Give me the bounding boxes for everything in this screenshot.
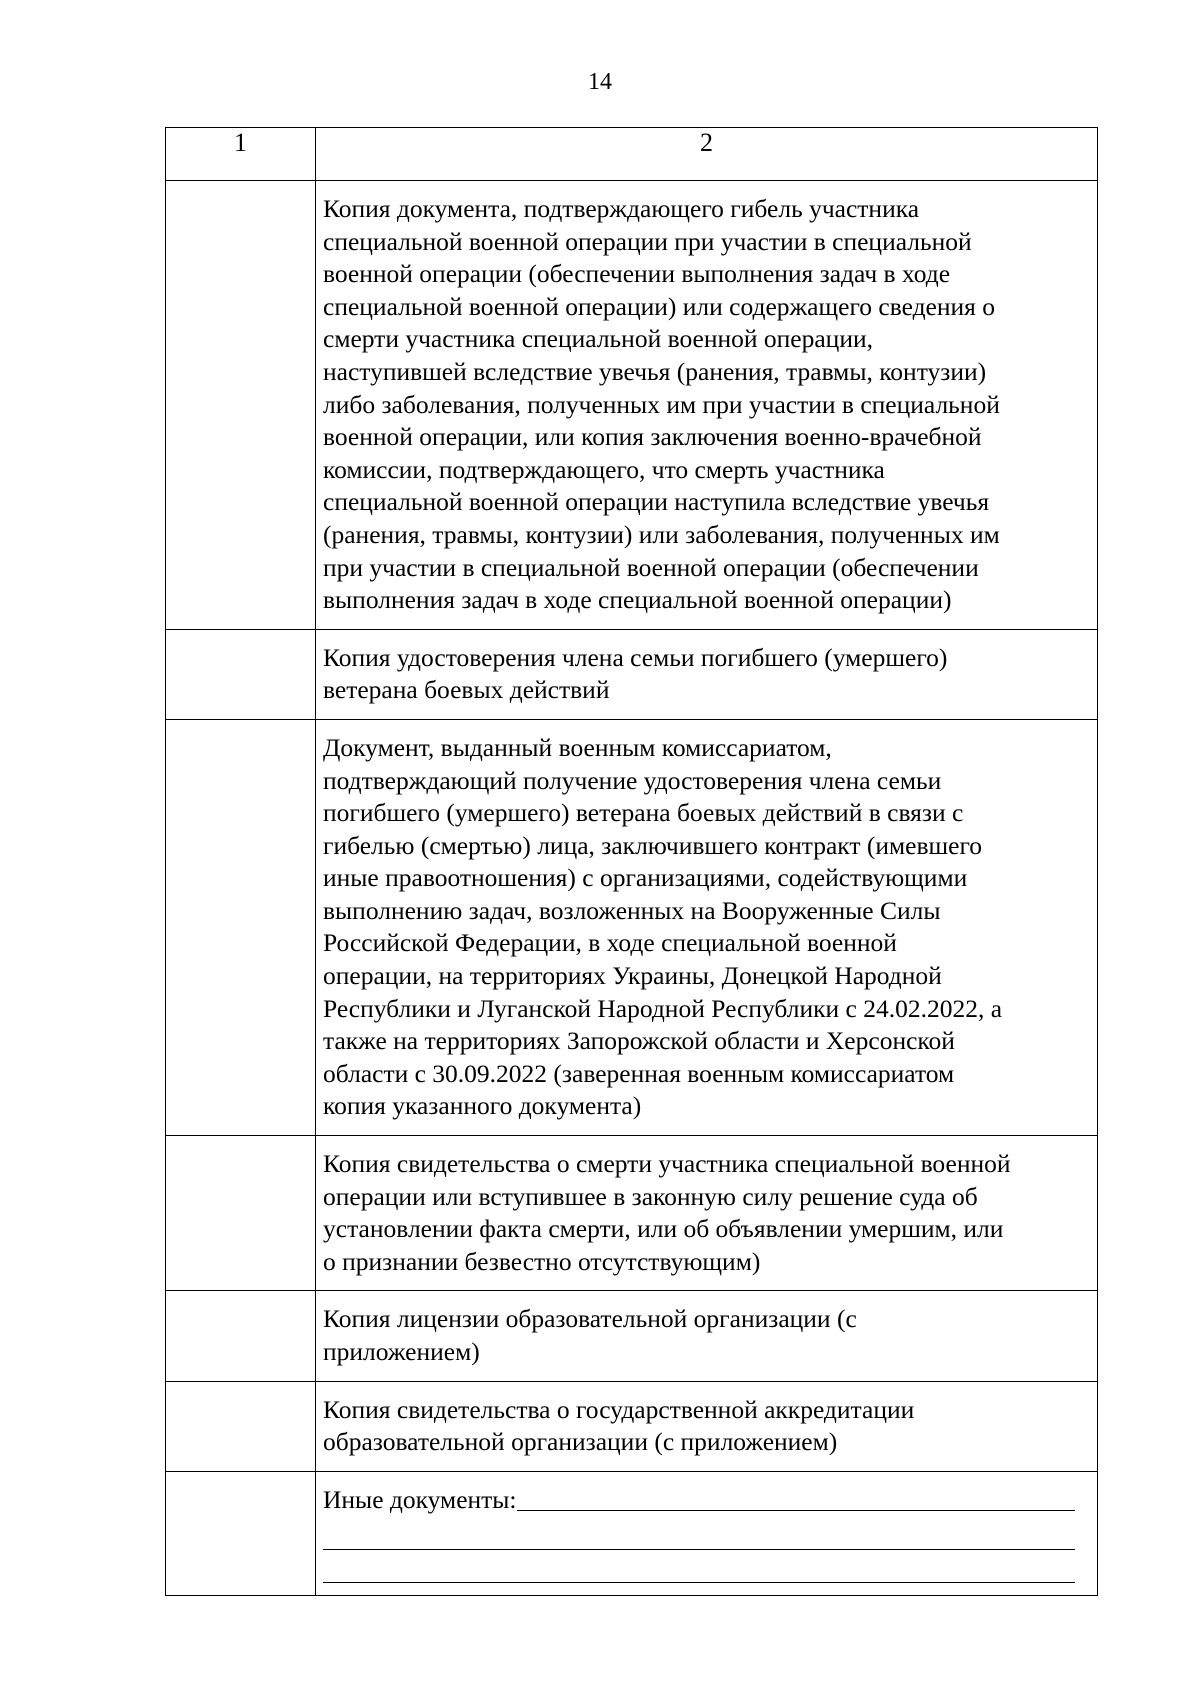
other-documents-cell — [316, 1471, 1098, 1595]
documents-table — [165, 127, 1098, 1596]
header-cell-1: 1 — [166, 128, 316, 181]
other-documents-label: Иные документы: — [323, 1485, 517, 1515]
row-number-cell — [166, 1136, 316, 1291]
row-text-cell — [316, 629, 1098, 719]
other-documents-blank-line[interactable] — [323, 1517, 1075, 1550]
row-number-cell — [166, 181, 316, 630]
row-text: Копия лицензии образовательной организации (с приложением) — [323, 1304, 857, 1366]
table-row — [166, 1136, 1098, 1291]
row-text: Копия свидетельства о смерти участника специальной военной операции или вступившее в законную силу решение суда об установлении факта смерти, или об объявлении умершим, или о признании безвестно отсутствующим) — [323, 1149, 1011, 1276]
other-documents-first-line — [323, 1484, 1091, 1517]
row-number-cell — [166, 1381, 316, 1471]
row-number-cell — [166, 1471, 316, 1595]
table-header-row — [166, 128, 1098, 181]
table-row — [166, 181, 1098, 630]
row-text-cell — [316, 181, 1098, 630]
table-row — [166, 629, 1098, 719]
other-documents-fill-line[interactable] — [517, 1510, 1075, 1511]
row-text-cell — [316, 1381, 1098, 1471]
table-row — [166, 1381, 1098, 1471]
row-text-cell — [316, 1136, 1098, 1291]
row-text-cell — [316, 719, 1098, 1135]
row-text: Копия удостоверения члена семьи погибшего (умершего) ветерана боевых действий — [323, 642, 948, 705]
row-number-cell — [166, 1291, 316, 1381]
other-documents-blank-line[interactable] — [323, 1550, 1075, 1583]
table-row — [166, 719, 1098, 1135]
page-number: 14 — [588, 69, 612, 95]
other-documents-row — [166, 1471, 1098, 1595]
row-text-cell — [316, 1291, 1098, 1381]
row-text: Копия документа, подтверждающего гибель участника специальной военной операции при участии в специальной военной операции (обеспечении выполнения задач в ходе специальной военной операции) или содержащего сведения о смерти участника специальной военной операции, наступившей вследствие увечья (ранения, травмы, контузии) либо заболевания, полученных им при участии в специальной военной операции, или копия заключения военно-врачебной комиссии, подтверждающего, что смерть участника специальной военной операции наступила вследствие увечья (ранения, травмы, контузии) или заболевания, полученных им при участии в специальной военной операции (обеспечении выполнения задач в ходе специальной военной операции) — [323, 194, 1000, 615]
row-number-cell — [166, 629, 316, 719]
row-text: Документ, выданный военным комиссариатом, подтверждающий получение удостоверения члена семьи погибшего (умершего) ветерана боевых действий в связи с гибелью (смертью) лица, заключившего контракт (имевшего иные правоотношения) с организациями, содействующими выполнению задач, возложенных на Вооруженные Силы Российской Федерации, в ходе специальной военной операции, на территориях Украины, Донецкой Народной Республики и Луганской Народной Республики с 24.02.2022, а также на территориях Запорожской области и Херсонской области с 30.09.2022 (заверенная военным комиссариатом копия указанного документа) — [323, 732, 1003, 1121]
row-text: Копия свидетельства о государственной аккредитации образовательной организации (с приложением) — [323, 1394, 915, 1457]
header-cell-2: 2 — [316, 128, 1098, 181]
table-row — [166, 1291, 1098, 1381]
row-number-cell — [166, 719, 316, 1135]
other-documents-block — [316, 1472, 1097, 1595]
